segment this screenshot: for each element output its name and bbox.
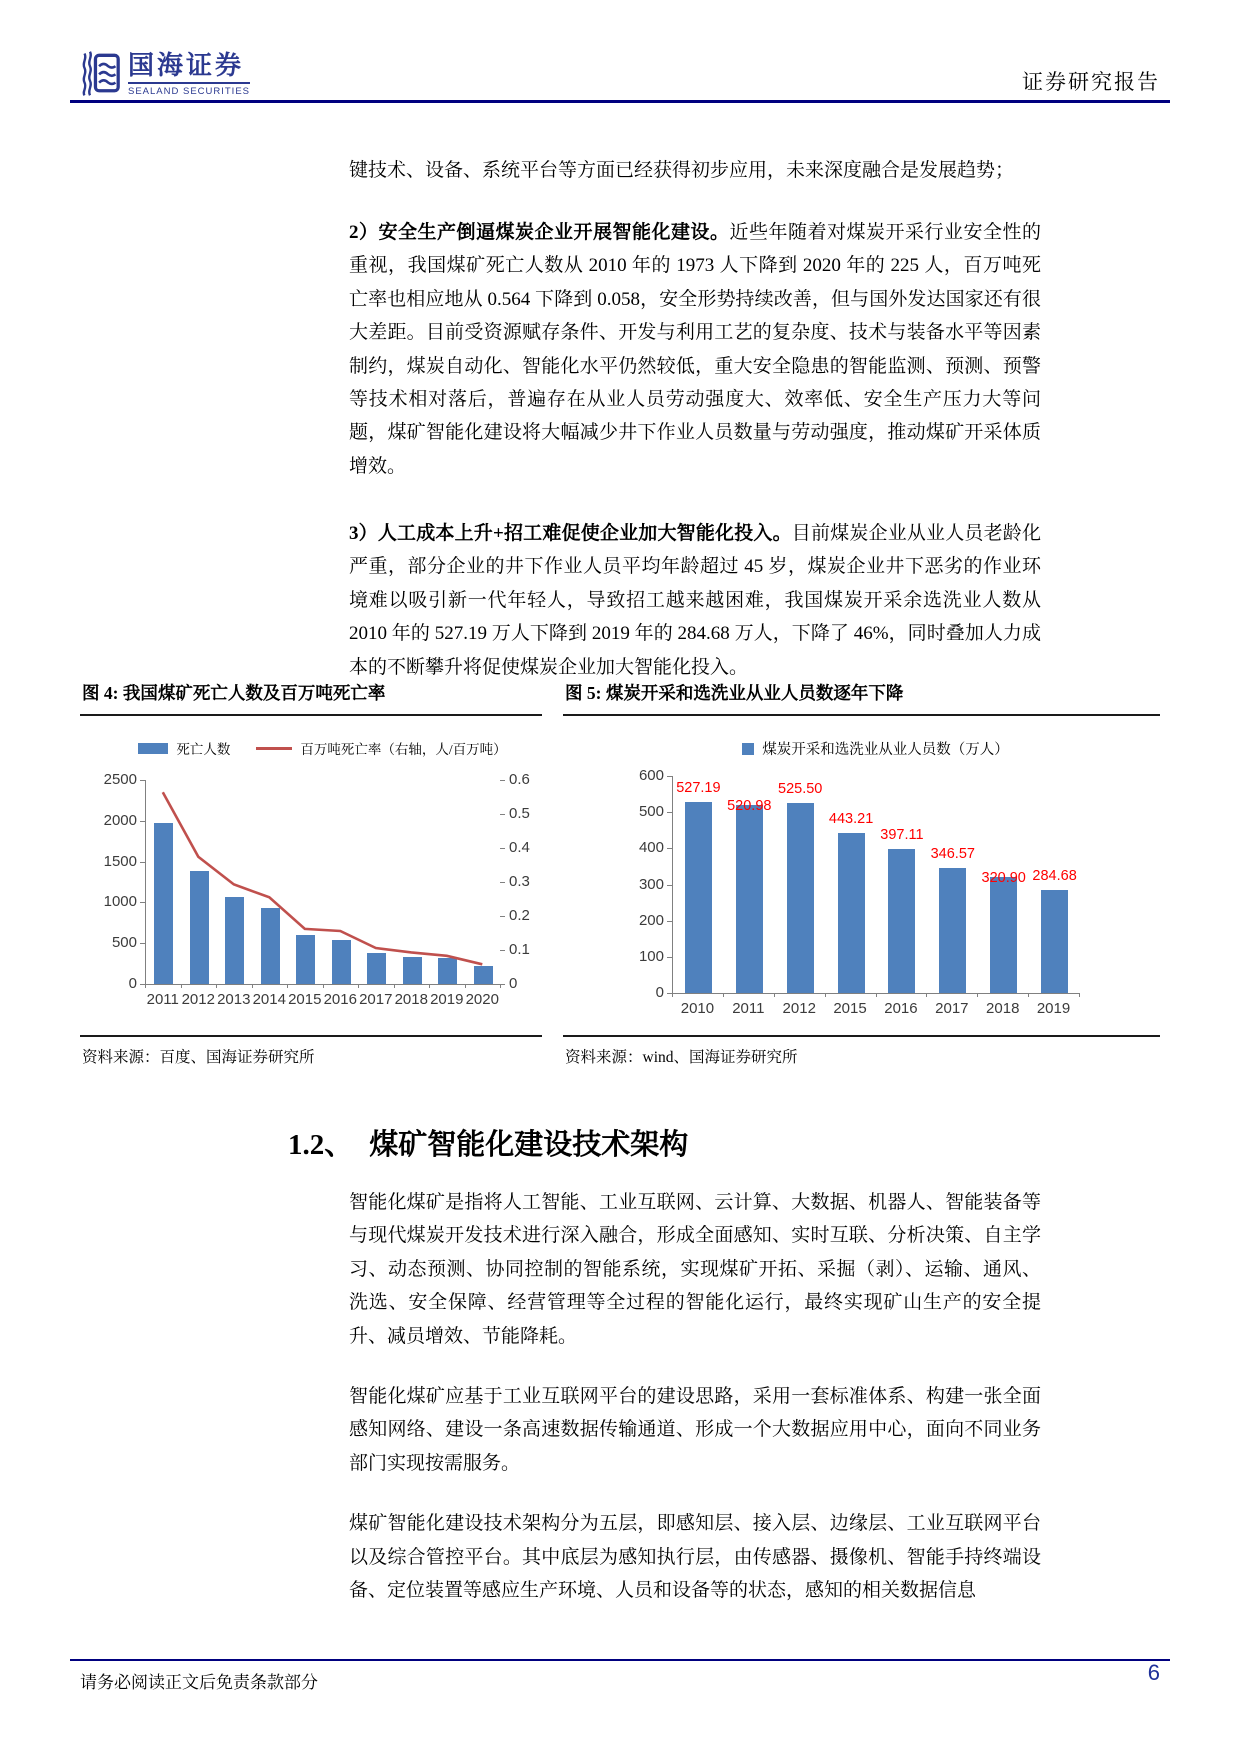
figure-5-title: 图 5: 煤炭开采和选洗业从业人员数逐年下降 [563, 678, 1160, 716]
figure-4-source: 资料来源：百度、国海证券研究所 [82, 1049, 315, 1066]
employees-bar [888, 849, 915, 993]
x-axis-tick [926, 993, 927, 997]
x-axis-tick-label: 2020 [465, 991, 499, 1008]
x-axis-tick [723, 993, 724, 997]
y-axis-left-tick [667, 812, 672, 813]
y-axis-right-tick-label: 0.6 [509, 771, 530, 788]
bar-data-label: 443.21 [828, 810, 874, 827]
y-axis-left-tick-label: 1000 [103, 893, 137, 911]
y-axis-left-tick-label: 2000 [103, 811, 137, 829]
figure-4 [80, 678, 542, 1067]
bar-data-label: 525.50 [778, 780, 823, 797]
legend-square-swatch [742, 743, 754, 755]
figure-4-title: 图 4: 我国煤矿死亡人数及百万吨死亡率 [80, 678, 542, 716]
footer-rule [70, 1659, 1170, 1661]
x-axis-tick-label: 2010 [680, 1000, 715, 1017]
y-axis-left-tick-label: 0 [128, 975, 137, 992]
paragraph-point2 [349, 216, 1041, 483]
section-body [349, 1186, 1041, 1634]
paragraph-point3 [349, 517, 1041, 684]
section-number: 1.2、 [288, 1129, 354, 1161]
y-axis-left-tick-label: 300 [638, 875, 664, 893]
y-axis-left-tick-label: 200 [638, 911, 664, 929]
x-axis-tick [1079, 993, 1080, 997]
x-axis-tick-label: 2016 [884, 1000, 918, 1017]
brand-text [128, 50, 250, 97]
bar-data-label: 397.11 [880, 827, 924, 844]
employees-bar [939, 868, 966, 993]
bar-data-label: 284.68 [1032, 868, 1077, 884]
y-axis-right-tick [500, 848, 505, 849]
x-axis-tick [394, 984, 395, 988]
x-axis-tick [323, 984, 324, 988]
paragraph-point3-body: 目前煤炭企业从业人员老龄化严重，部分企业的井下作业人员平均年龄超过 45 岁，煤炭企业井下恶劣的作业环境难以吸引新一代年轻人，导致招工越来越困难，我国煤炭开采余选洗业人数从 2010 年的 527.19 万人下降到 2019 年的 284.68 万人，下降了 46%，同时叠加人力成本的不断攀升将促使煤炭企业加大智能化投入。 [349, 523, 1041, 678]
figure-4-chart [80, 716, 542, 1016]
y-axis-left-tick-label: 400 [638, 839, 664, 857]
paragraph-point3-lead: 3）人工成本上升+招工难促使企业加大智能化投入。 [349, 523, 792, 544]
x-axis-tick [672, 993, 673, 997]
brand-logo [80, 50, 250, 97]
x-axis-tick-label: 2018 [394, 991, 428, 1008]
x-axis-tick-label: 2019 [430, 991, 464, 1008]
x-axis-tick-label: 2011 [146, 991, 179, 1008]
x-axis-tick [358, 984, 359, 988]
legend-label-bar: 死亡人数 [176, 742, 231, 757]
y-axis-left-tick [667, 957, 672, 958]
y-axis-left-tick-label: 2500 [103, 771, 137, 788]
x-axis-tick [465, 984, 466, 988]
brand-name-en: SEALAND SECURITIES [128, 82, 250, 97]
x-axis-tick [429, 984, 430, 988]
y-axis-right-tick-label: 0.1 [509, 941, 530, 958]
y-axis-right-tick [500, 916, 505, 917]
y-axis-right-tick-label: 0.4 [509, 839, 530, 856]
x-axis-tick-label: 2017 [359, 991, 393, 1008]
x-axis-tick-label: 2014 [252, 991, 286, 1008]
paragraph-point2-body: 近些年随着对煤炭开采行业安全性的重视，我国煤矿死亡人数从 2010 年的 1973 人下降到 2020 年的 225 人，百万吨死亡率也相应地从 0.564 下降到 0.058，安全形势持续改善，但与国外发达国家还有很大差距。目前受资源赋存条件、开发与利用工艺的复杂度、技术与装备水平等因素制约，煤炭自动化、智能化水平仍然较低，重大安全隐患的智能监测、预测、预警等技术相对落后，普遍存在从业人员劳动强度大、效率低、安全生产压力大等问题，煤矿智能化建设将大幅减少井下作业人员数量与劳动强度，推动煤矿开采体质增效。 [349, 222, 1041, 477]
x-axis-tick [977, 993, 978, 997]
section-title: 煤矿智能化建设技术架构 [369, 1129, 689, 1161]
y-axis-right-tick [500, 882, 505, 883]
employees-bar [838, 833, 865, 993]
x-axis-tick [876, 993, 877, 997]
y-axis-left-tick [667, 921, 672, 922]
y-axis-left-tick-label: 1500 [103, 852, 137, 870]
y-axis-right-tick [500, 950, 505, 951]
y-axis-left-tick-label: 100 [638, 947, 664, 965]
legend-item-line [256, 738, 506, 758]
y-axis-left-tick-label: 500 [111, 934, 137, 952]
y-axis-left-tick [667, 848, 672, 849]
x-axis-tick-label: 2013 [217, 991, 251, 1008]
bar-data-label: 320.90 [981, 869, 1026, 886]
y-axis-right-tick-label: 0 [509, 975, 518, 992]
x-axis-tick-label: 2015 [288, 991, 322, 1008]
x-axis-tick [181, 984, 182, 988]
section-paragraph-2: 智能化煤矿应基于工业互联网平台的建设思路，采用一套标准体系、构建一张全面感知网络、建设一条高速数据传输通道、形成一个大数据应用中心，面向不同业务部门实现按需服务。 [349, 1386, 1041, 1474]
x-axis-tick-label: 2017 [935, 1000, 969, 1017]
sealand-wave-logo-icon [80, 50, 120, 97]
figure-5-source: 资料来源：wind、国海证券研究所 [565, 1049, 798, 1066]
employees-bar [1041, 890, 1068, 993]
y-axis-left-tick-label: 600 [638, 767, 664, 784]
y-axis-right-tick-label: 0.5 [509, 805, 530, 822]
brand-name-cn: 国海证券 [128, 50, 245, 80]
x-axis-tick [774, 993, 775, 997]
y-axis-left-tick-label: 500 [638, 803, 664, 821]
paragraph-point2-lead: 2）安全生产倒逼煤炭企业开展智能化建设。 [349, 222, 730, 243]
x-axis-tick [145, 984, 146, 988]
x-axis-tick [825, 993, 826, 997]
x-axis-tick [216, 984, 217, 988]
figure-4-legend [115, 738, 530, 758]
bar-data-label: 527.19 [676, 780, 721, 797]
section-heading [288, 1122, 688, 1163]
figure-5-chart [563, 716, 1160, 1016]
y-axis-right-tick [500, 814, 505, 815]
paragraph-intro: 键技术、设备、系统平台等方面已经获得初步应用，未来深度融合是发展趋势； [349, 160, 1015, 181]
y-axis-right-tick-label: 0.2 [509, 907, 530, 924]
y-axis-right-tick [500, 780, 505, 781]
x-axis-tick [287, 984, 288, 988]
figure-5-plot-area [672, 776, 1080, 994]
section-paragraph-3: 煤矿智能化建设技术架构分为五层，即感知层、接入层、边缘层、工业互联网平台以及综合管控平台。其中底层为感知执行层，由传感器、摄像机、智能手持终端设备、定位装置等感应生产环境、人员和设备等的状态，感知的相关数据信息 [349, 1513, 1041, 1602]
legend-line-swatch [256, 747, 292, 750]
legend-bar-swatch [138, 743, 168, 754]
header-rule [70, 100, 1170, 103]
legend-item-bar [742, 738, 1009, 759]
x-axis-tick-label: 2011 [732, 1000, 765, 1017]
figure-5-legend [672, 738, 1079, 759]
x-axis-tick [252, 984, 253, 988]
figure-5 [563, 678, 1160, 1067]
footer-disclaimer: 请务必阅读正文后免责条款部分 [80, 1673, 318, 1692]
death-rate-line-series [145, 780, 500, 984]
bar-data-label: 520.98 [727, 797, 772, 814]
employees-bar [685, 802, 712, 993]
x-axis-tick-label: 2015 [833, 1000, 867, 1017]
employees-bar [787, 803, 814, 993]
x-axis-tick-label: 2019 [1036, 1000, 1071, 1017]
y-axis-left-tick-label: 0 [655, 984, 664, 1001]
x-axis-tick-label: 2018 [986, 1000, 1020, 1017]
x-axis-tick-label: 2012 [782, 1000, 816, 1017]
x-axis-tick-label: 2012 [181, 991, 215, 1008]
y-axis-right-tick-label: 0.3 [509, 873, 530, 890]
section-paragraph-1: 智能化煤矿是指将人工智能、工业互联网、云计算、大数据、机器人、智能装备等与现代煤炭开发技术进行深入融合，形成全面感知、实时互联、分析决策、自主学习、动态预测、协同控制的智能系统，实现煤矿开拓、采掘（剥）、运输、通风、洗选、安全保障、经营管理等全过程的智能化运行，最终实现矿山生产的安全提升、减员增效、节能降耗。 [349, 1192, 1041, 1347]
legend-label-bar: 煤炭开采和选洗业从业人员数（万人） [762, 742, 1009, 758]
employees-bar [990, 877, 1017, 993]
page-number: 6 [1147, 1660, 1160, 1685]
bar-data-label: 346.57 [930, 845, 975, 862]
x-axis-tick-label: 2016 [323, 991, 357, 1008]
legend-item-bar [138, 738, 230, 758]
y-axis-left-tick [667, 776, 672, 777]
x-axis-tick [1028, 993, 1029, 997]
legend-label-line: 百万吨死亡率（右轴，人/百万吨） [300, 742, 507, 757]
y-axis-left-tick [667, 885, 672, 886]
x-axis-tick [500, 984, 501, 988]
report-type-label: 证券研究报告 [1022, 70, 1160, 94]
employees-bar [736, 805, 763, 993]
